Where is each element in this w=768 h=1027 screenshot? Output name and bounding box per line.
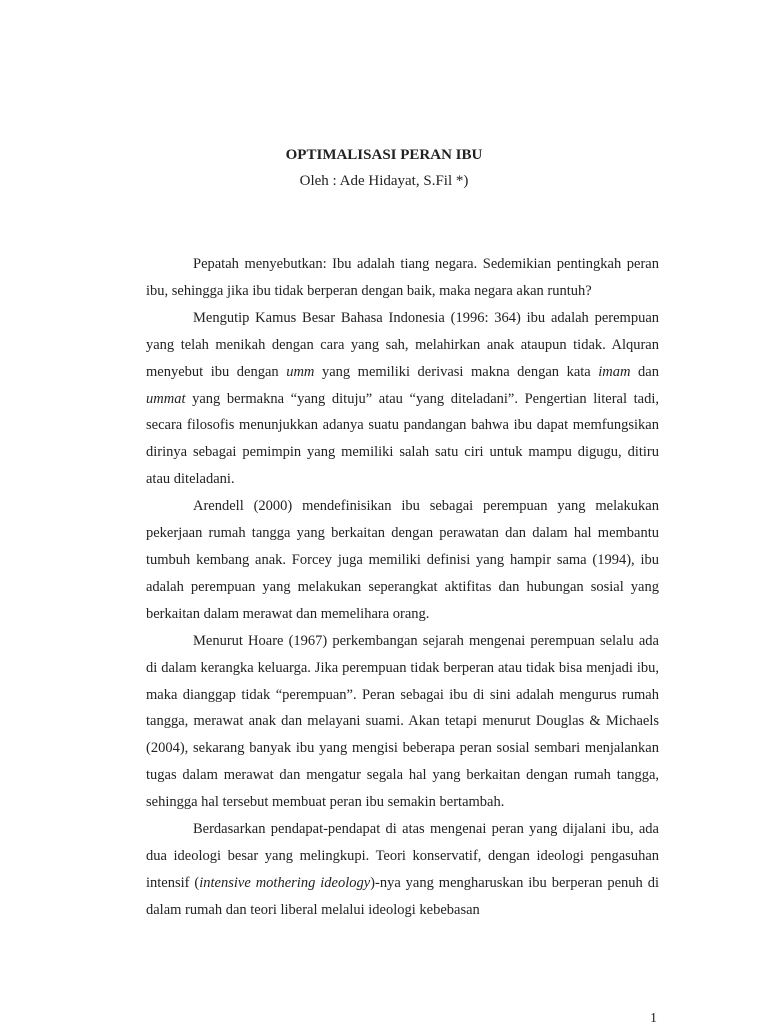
page-number: 1 [650,1011,657,1026]
document-title: OPTIMALISASI PERAN IBU [285,147,483,163]
paragraph-text: Arendell (2000) mendefinisikan ibu sebagai perempuan yang melakukan pekerjaan rumah tangga yang berkaitan dengan perawatan dan dalam hal membantu tumbuh kembang anak. Forcey juga memiliki definisi yang hampir sama (1994), ibu adalah perempuan yang melakukan seperangkat aktifitas dan hubungan sosial yang berkaitan dalam merawat dan memelihara orang. [146,498,659,622]
paragraph-text: Berdasarkan pendapat-pendapat di atas mengenai peran yang dijalani ibu, ada dua ideologi besar yang melingkupi. Teori konservatif, dengan ideologi pengasuhan intensif ( [146,821,659,891]
paragraph-text: Menurut Hoare (1967) perkembangan sejarah mengenai perempuan selalu ada di dalam kerangka keluarga. Jika perempuan tidak berperan atau tidak bisa menjadi ibu, maka dianggap tidak “perempuan”. Peran sebagai ibu di sini adalah mengurus rumah tangga, merawat anak dan melayani suami. Akan tetapi menurut Douglas & Michaels (2004), sekarang banyak ibu yang mengisi beberapa peran sosial sembari menjalankan tugas dalam merawat dan mengatur segala hal yang berkaitan dengan rumah tangga, sehingga hal tersebut membuat peran ibu semakin bertambah. [146,632,659,811]
italic-term-imam: imam [598,363,631,380]
italic-term-intensive-mothering: intensive mothering ideology [199,874,371,891]
italic-term-ummat: ummat [146,390,186,407]
paragraph-text: Mengutip Kamus Besar Bahasa Indonesia (1996: 364) ibu adalah perempuan yang telah menikah dengan cara yang sah, melahirkan anak ataupun tidak. Alquran menyebut ibu dengan [146,309,659,380]
paragraph-text: dan [630,363,659,380]
italic-term-umm: umm [286,363,315,380]
paragraph-text: yang memiliki derivasi makna dengan kata [314,363,599,380]
paragraph-text: yang bermakna “yang dituju” atau “yang diteladani”. Pengertian literal tadi, secara filosofis menunjukkan adanya suatu pandangan bahwa ibu dapat memfungsikan dirinya sebagai pemimpin yang memiliki salah satu ciri untuk mampu digugu, ditiru atau diteladani. [146,390,659,488]
paragraph-1 [146,251,659,305]
paragraph-3 [146,493,659,628]
paragraph-text: )-nya yang mengharuskan ibu berperan penuh di dalam rumah dan teori liberal melalui ideologi kebebasan [146,874,659,918]
document-body [146,251,659,924]
paragraph-4 [146,628,659,816]
author-line: Oleh : Ade Hidayat, S.Fil *) [299,173,469,189]
paragraph-5 [146,816,659,924]
paragraph-text: Pepatah menyebutkan: Ibu adalah tiang negara. Sedemikian pentingkah peran ibu, sehingga jika ibu tidak berperan dengan baik, maka negara akan runtuh? [146,256,659,299]
paragraph-2 [146,305,659,493]
